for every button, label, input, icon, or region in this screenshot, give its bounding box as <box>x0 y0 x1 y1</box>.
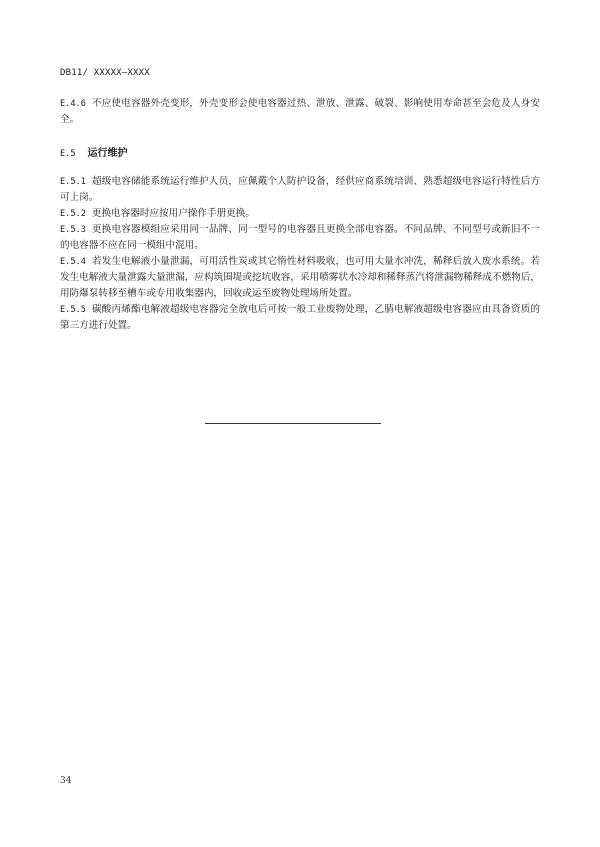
clause-number: E.5.5 <box>60 305 86 315</box>
clause-text: 若发生电解液小量泄漏，可用活性炭或其它惰性材料吸收，也可用大量水冲洗，稀释后放入废水系统。若发生电解液大量泄露大量泄漏，应构筑围堤或挖坑收容，采用喷雾状水冷却和稀释蒸汽将泄漏物稀释成不燃物后，用防爆泵转移至槽车或专用收集器内，回收或运至废物处理场所处置。 <box>60 256 540 299</box>
end-of-document-rule <box>205 423 381 424</box>
section-number: E.5 <box>60 149 76 159</box>
standard-code: DB11/ XXXXX—XXXX <box>60 68 150 78</box>
page-number: 34 <box>60 776 72 786</box>
clause-e-5-5 <box>60 302 540 334</box>
clause-e-4-6 <box>60 96 540 128</box>
clause-number: E.5.1 <box>60 177 86 187</box>
clause-number: E.5.2 <box>60 209 86 219</box>
clause-text: 不应使电容器外壳变形，外壳变形会使电容器过热、泄放、泄露、破裂、影响使用寿命甚至会危及人身安全。 <box>60 98 540 125</box>
section-heading <box>60 146 540 162</box>
section-title: 运行维护 <box>87 148 128 159</box>
page-content <box>60 96 540 334</box>
clause-e-5-1 <box>60 174 540 206</box>
clause-number: E.5.3 <box>60 225 86 235</box>
clause-text: 更换电容器时应按用户操作手册更换。 <box>91 208 255 219</box>
clause-number: E.4.6 <box>60 99 86 109</box>
clause-text: 更换电容器模组应采用同一品牌、同一型号的电容器且更换全部电容器。不同品牌、不同型号或新旧不一的电容器不应在同一模组中混用。 <box>60 224 540 251</box>
clause-text: 碳酸丙烯酯电解液超级电容器完全放电后可按一般工业废物处理，乙腈电解液超级电容器应由具备资质的第三方进行处置。 <box>60 304 540 331</box>
clause-e-5-3 <box>60 222 540 254</box>
clause-text: 超级电容储能系统运行维护人员，应佩戴个人防护设备，经供应商系统培训、熟悉超级电容运行特性后方可上岗。 <box>60 176 540 203</box>
clause-e-5-2 <box>60 206 540 222</box>
clause-number: E.5.4 <box>60 257 86 267</box>
clause-e-5-4 <box>60 254 540 302</box>
